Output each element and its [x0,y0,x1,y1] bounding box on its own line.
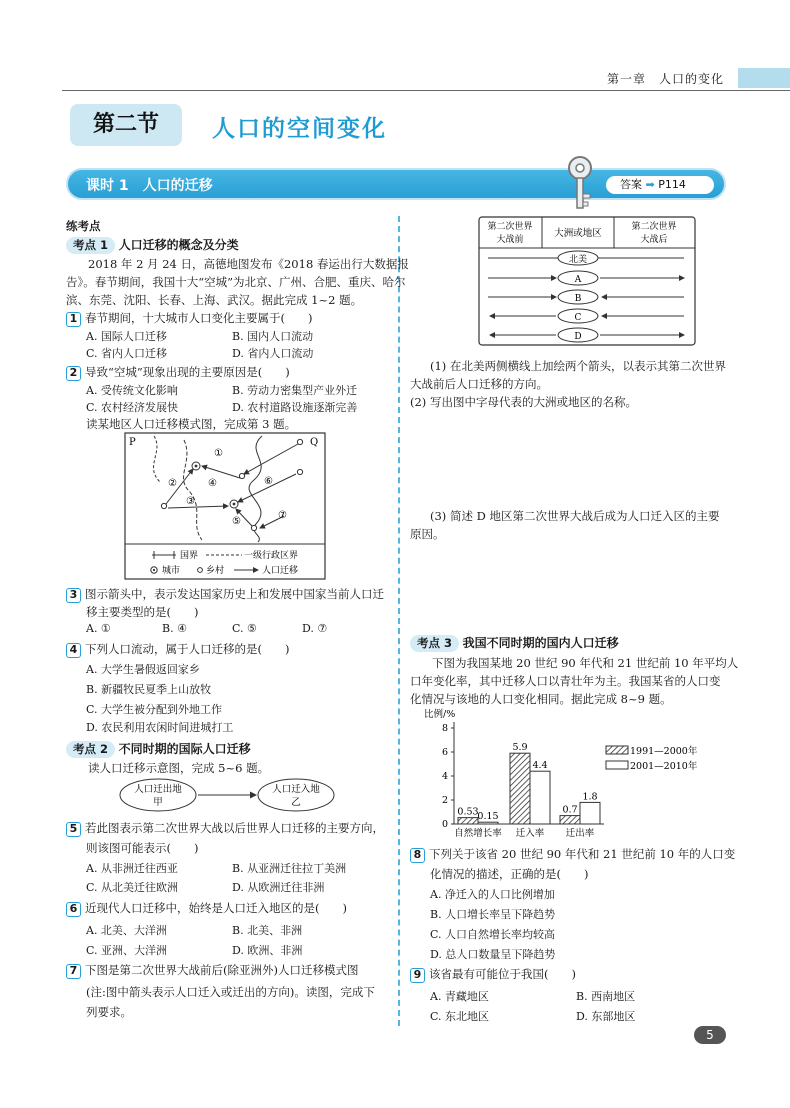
question-stem: 该省最有可能位于我国( ) [429,967,576,981]
village-icon [297,469,302,474]
x-category-label: 迁入率 [515,828,545,839]
bar [530,771,550,824]
column-divider [398,216,400,1026]
bar-value-label: 1.8 [582,791,598,803]
q8-option-a[interactable]: A. 净迁入的人口比例增加 [430,888,555,901]
kp2-heading [66,740,251,758]
map-corner-q: Q [310,437,319,448]
q5-option-d[interactable]: D. 从欧洲迁往非洲 [232,881,325,894]
village-icon [297,439,302,444]
y-tick-label: 4 [441,771,448,782]
bar-value-label: 5.9 [512,742,528,754]
legend-city-label: 城市 [162,566,181,576]
q5-option-c[interactable]: C. 从北美迁往欧洲 [86,881,179,894]
region-label: 北美 [568,255,588,265]
q1-option-d[interactable]: D. 省内人口流动 [232,347,314,360]
kp3-intro-line: 口年变化率，其中迁移人口以青壮年为主。我国某省的人口变 [410,674,721,688]
kp3-intro-line: 化情况与该地的人口变化相同。据此完成 8~9 题。 [410,692,672,706]
question-number: 1 [66,312,81,327]
q2-option-d[interactable]: D. 农村道路设施逐渐完善 [232,401,358,414]
legend-swatch-1991 [606,746,628,754]
arrow-right-icon: ➡ [645,178,655,191]
legend-border-label: 国界 [180,551,199,561]
kp3-title: 我国不同时期的国内人口迁移 [462,636,619,650]
kp1-tag: 考点 1 [66,237,115,254]
village-icon [161,503,166,508]
legend-flow-label: 人口迁移 [262,566,299,576]
question-stem-cont: (注:图中箭头表示人口迁入或迁出的方向)。读图，完成下 [86,985,375,999]
kp2-title: 不同时期的国际人口迁移 [118,742,251,756]
region-label: B [574,294,582,304]
q6-option-a[interactable]: A. 北美、大洋洲 [86,924,167,937]
q4-option-d[interactable]: D. 农民利用农闲时间进城打工 [86,721,234,734]
bar-value-label: 4.4 [532,760,548,772]
legend-village-label: 乡村 [206,566,225,576]
col3-line: 大战后 [640,235,668,245]
page-number: 5 [694,1026,726,1044]
question-number: 2 [66,366,81,381]
section-label: 第二节 [70,104,182,146]
q3-option-c[interactable]: C. ⑤ [232,622,257,635]
kp3-intro-line: 下图为我国某地 20 世纪 90 年代和 21 世纪前 10 年平均人 [432,656,739,670]
flow-in-code: 乙 [291,797,301,808]
question-number: 5 [66,822,81,837]
q9-option-d[interactable]: D. 东部地区 [576,1010,636,1023]
question-stem-cont: 则该图可能表示( ) [86,841,199,855]
village-icon [239,473,244,478]
question-9 [410,966,576,983]
q6-option-d[interactable]: D. 欧洲、非洲 [232,944,303,957]
question-stem: 若此图表示第二次世界大战以后世界人口迁移的主要方向， [85,821,384,835]
q5-option-b[interactable]: B. 从亚洲迁往拉丁美洲 [232,862,347,875]
question-stem: 图示箭头中，表示发达国家历史上和发展中国家当前人口迁 [85,587,384,601]
q3-option-d[interactable]: D. ⑦ [302,622,328,635]
question-3 [66,586,384,603]
lesson-title: 课时 1 人口的迁移 [86,178,213,194]
section-title: 人口的空间变化 [212,116,387,142]
legend-swatch-2001 [606,761,628,769]
question-7 [66,962,358,979]
q6-option-c[interactable]: C. 亚洲、大洋洲 [86,944,168,957]
q1-option-a[interactable]: A. 国际人口迁移 [86,330,167,343]
population-rate-chart [420,706,720,842]
header-rule [62,90,790,91]
question-number: 6 [66,902,81,917]
q7-sub2: (2) 写出图中字母代表的大洲或地区的名称。 [410,395,637,409]
answer-page: P114 [658,178,686,191]
legend-label: 1991—2000年 [630,746,698,757]
y-tick-label: 2 [441,795,448,806]
legend-admin-label: 一级行政区界 [244,551,299,561]
bar [458,818,478,824]
bar [580,802,600,824]
bar [510,753,530,824]
question-4 [66,641,289,658]
y-tick-label: 6 [441,747,448,758]
answer-label: 答案 [620,178,642,191]
migration-label: ⑤ [232,516,241,527]
chart-ylabel: 比例/% [424,709,456,720]
question-stem-cont: 列要求。 [86,1005,132,1019]
q9-option-b[interactable]: B. 西南地区 [576,990,636,1003]
kp1-intro-line: 告》。春节期间，我国十大“空城”为北京、广州、合肥、重庆、哈尔 [66,275,406,289]
col2-header: 大洲或地区 [554,228,602,239]
answer-reference[interactable] [606,176,714,194]
migration-label: ⑥ [264,476,273,487]
map-intro: 读某地区人口迁移模式图，完成第 3 题。 [86,417,297,431]
flow-diagram [118,776,338,814]
q2-option-a[interactable]: A. 受传统文化影响 [86,384,178,397]
kp1-heading [66,236,239,254]
question-8 [410,846,735,863]
q1-option-c[interactable]: C. 省内人口迁移 [86,347,168,360]
flow-out-code: 甲 [153,797,163,808]
flow-intro: 读人口迁移示意图，完成 5~6 题。 [88,761,270,775]
col3-line: 第二次世界 [631,222,677,232]
q5-option-a[interactable]: A. 从非洲迁往西亚 [86,862,178,875]
village-icon [251,525,256,530]
q7-sub3-cont: 原因。 [410,527,445,541]
q8-option-b[interactable]: B. 人口增长率呈下降趋势 [430,908,556,921]
col1-line: 大战前 [496,235,524,245]
question-stem: 下图是第二次世界大战前后(除亚洲外)人口迁移模式图 [85,963,359,977]
q4-option-b[interactable]: B. 新疆牧民夏季上山放牧 [86,683,212,696]
q3-option-b[interactable]: B. ④ [162,622,187,635]
x-category-label: 迁出率 [565,828,595,839]
question-stem: 下列人口流动，属于人口迁移的是( ) [85,642,290,656]
question-1 [66,310,312,327]
lesson-bar [66,168,726,200]
q2-option-c[interactable]: C. 农村经济发展快 [86,401,179,414]
q7-sub1: (1) 在北美两侧横线上加绘两个箭头，以表示其第二次世界 [430,359,726,373]
q4-option-c[interactable]: C. 大学生被分配到外地工作 [86,703,223,716]
region-label: D [574,332,582,342]
question-number: 4 [66,643,81,658]
region-label: C [574,313,582,323]
q2-option-b[interactable]: B. 劳动力密集型产业外迁 [232,384,358,397]
kp2-tag: 考点 2 [66,741,115,758]
q8-option-d[interactable]: D. 总人口数量呈下降趋势 [430,948,556,961]
bar-value-label: 0.53 [457,806,479,818]
kp1-title: 人口迁移的概念及分类 [118,238,239,252]
question-number: 3 [66,588,81,603]
migration-label: ① [214,448,223,459]
bar [478,822,498,824]
q3-option-a[interactable]: A. ① [86,622,111,635]
key-icon [560,154,600,214]
migration-label: ④ [208,478,217,489]
question-stem: 春节期间，十大城市人口变化主要属于( ) [85,311,313,325]
kp3-tag: 考点 3 [410,635,459,652]
q9-option-c[interactable]: C. 东北地区 [430,1010,490,1023]
question-6 [66,900,347,917]
legend-label: 2001—2010年 [630,761,698,772]
q4-option-a[interactable]: A. 大学生暑假返回家乡 [86,663,200,676]
chapter-title: 第一章 人口的变化 [606,72,724,86]
q7-sub1-cont: 大战前后人口迁移的方向。 [410,377,548,391]
question-2 [66,364,290,381]
y-tick-label: 0 [441,819,448,830]
bar-value-label: 0.7 [562,804,578,816]
q1-option-b[interactable]: B. 国内人口流动 [232,330,314,343]
flow-in-label: 人口迁入地 [272,784,320,795]
question-stem: 下列关于该省 20 世纪 90 年代和 21 世纪前 10 年的人口变 [429,847,736,861]
col1-line: 第二次世界 [487,222,533,232]
question-5 [66,820,384,837]
flow-out-label: 人口迁出地 [134,784,182,795]
q9-option-a[interactable]: A. 青藏地区 [430,990,489,1003]
y-tick-label: 8 [441,723,448,734]
bar-value-label: 0.15 [477,811,499,823]
question-number: 9 [410,968,425,983]
question-stem: 近现代人口迁移中，始终是人口迁入地区的是( ) [85,901,347,915]
migration-label: ③ [186,496,195,507]
ww2-migration-diagram [478,216,696,346]
question-number: 8 [410,848,425,863]
practice-label: 练考点 [66,219,101,233]
question-stem-cont: 化情况的描述，正确的是( ) [430,867,589,881]
kp1-intro-line: 滨、东莞、沈阳、长春、上海、武汉。据此完成 1~2 题。 [66,293,363,307]
migration-label: ② [168,478,177,489]
q6-option-b[interactable]: B. 北美、非洲 [232,924,303,937]
question-stem: 导致“空城”现象出现的主要原因是( ) [85,365,290,379]
q7-sub3: (3) 简述 D 地区第二次世界大战后成为人口迁入区的主要 [430,509,720,523]
chapter-tab [738,68,790,88]
kp3-heading [410,634,619,652]
bar [560,816,580,824]
question-number: 7 [66,964,81,979]
question-stem-cont: 移主要类型的是( ) [86,605,199,619]
x-category-label: 自然增长率 [454,828,502,839]
migration-map [124,432,326,580]
kp1-intro-line: 2018 年 2 月 24 日，高德地图发布《2018 春运出行大数据报 [88,257,409,271]
map-corner-p: P [129,437,136,448]
region-label: A [574,275,582,285]
q8-option-c[interactable]: C. 人口自然增长率均较高 [430,928,556,941]
migration-label: ⑦ [278,510,287,521]
